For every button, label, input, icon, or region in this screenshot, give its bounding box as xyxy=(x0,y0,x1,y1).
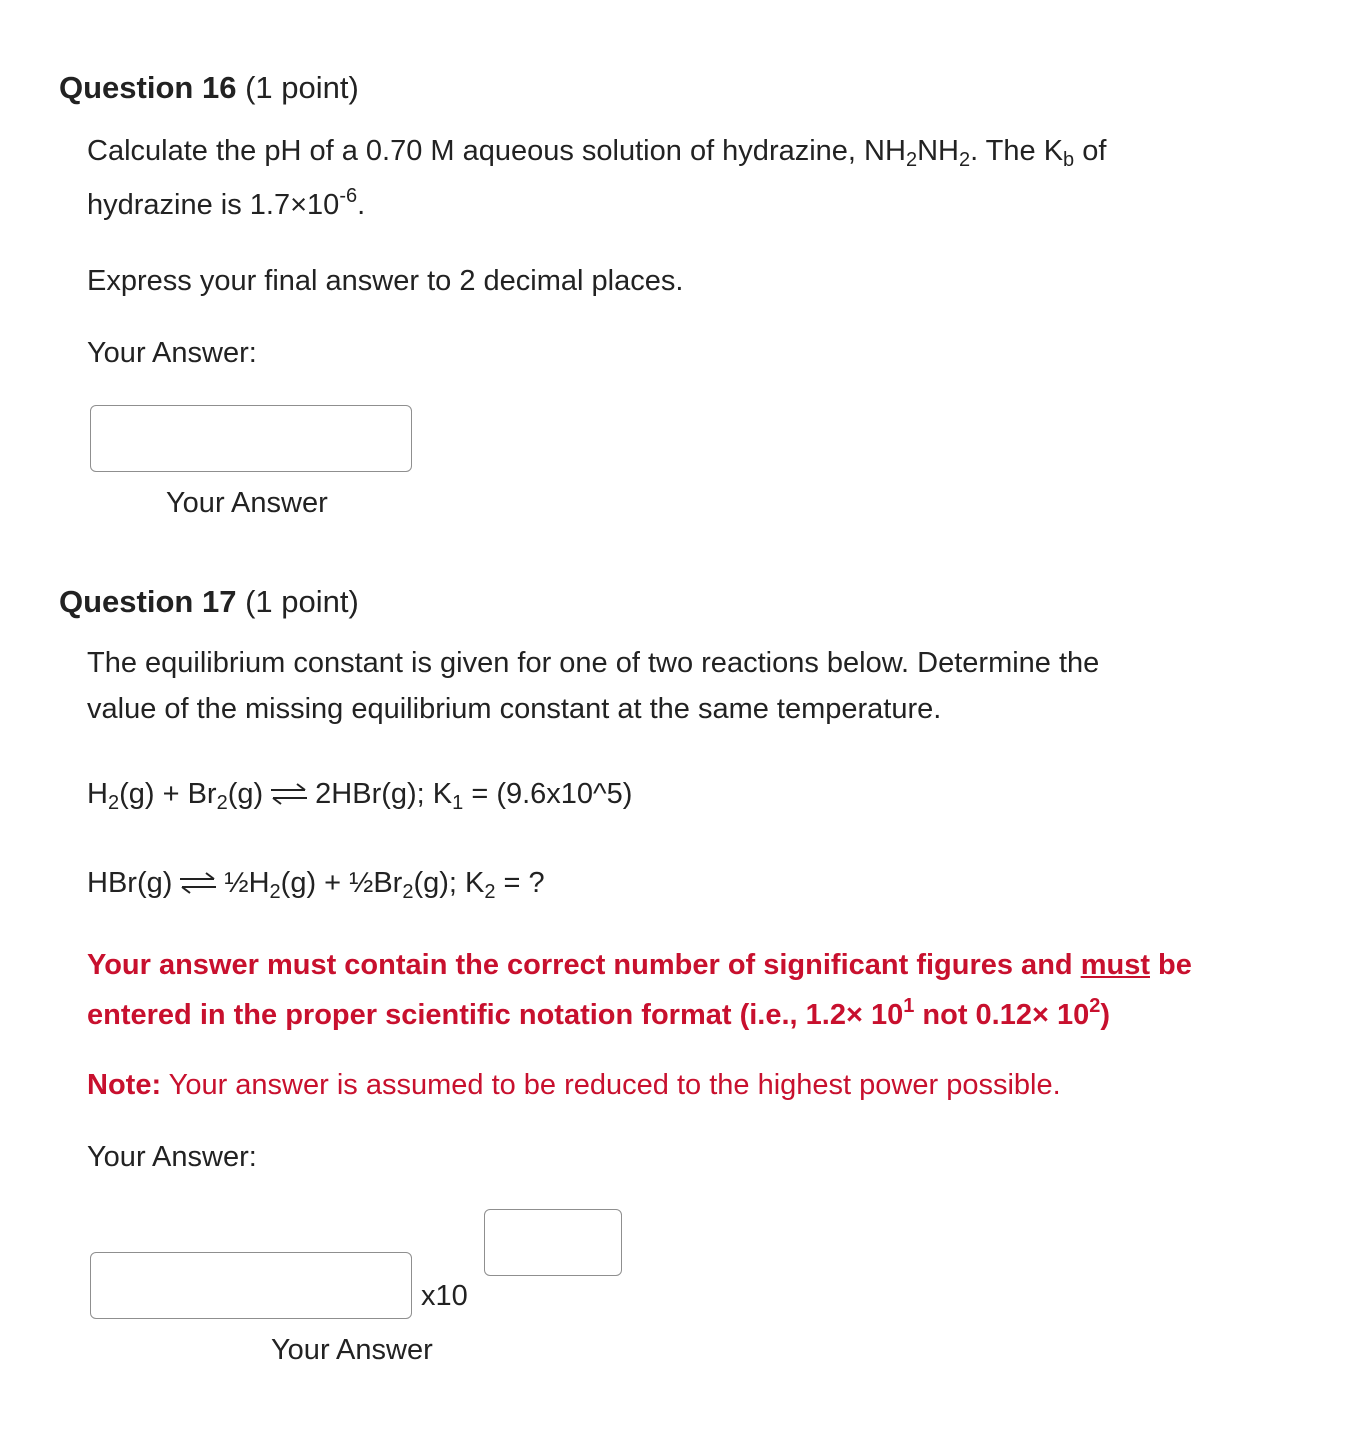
q16-points: (1 point) xyxy=(245,70,359,105)
q16-prompt xyxy=(87,124,1247,232)
q17-reaction-1: $H_2(g) + Br_2(g)$ 2HBr(g); $K_1$ = (9.6x10^5) xyxy=(87,778,633,814)
q16-title: Question 16 xyxy=(59,70,237,105)
q17-times-ten-label: x10 xyxy=(421,1280,468,1312)
equilibrium-arrow-icon xyxy=(178,872,218,894)
q17-exponent-input[interactable] xyxy=(484,1209,622,1276)
q17-heading xyxy=(59,584,359,620)
q16-prompt-line1: Calculate the pH of a 0.70 M aqueous solution of hydrazine, $NH_2NH_2$. The $K_b$ of xyxy=(87,135,1107,171)
q17-note-text: Your answer is assumed to be reduced to the highest power possible. xyxy=(161,1069,1061,1101)
q17-prompt-line2: value of the missing equilibrium constant at the same temperature. xyxy=(87,693,942,725)
q17-prompt-line1: The equilibrium constant is given for one of two reactions below. Determine the xyxy=(87,647,1100,679)
q16-answer-label: Your Answer: xyxy=(87,337,257,369)
q16-heading xyxy=(59,70,359,106)
q16-answer-caption: Your Answer xyxy=(166,487,328,519)
q16-instruction: Express your final answer to 2 decimal places. xyxy=(87,265,684,297)
q17-note xyxy=(87,1069,1061,1102)
q17-answer-caption: Your Answer xyxy=(271,1334,433,1366)
q17-sig-fig-warning xyxy=(87,940,1247,1040)
q17-warning-line1: Your answer must contain the correct number of significant figures and must be xyxy=(87,949,1192,981)
q17-mantissa-input[interactable] xyxy=(90,1252,412,1319)
q17-points: (1 point) xyxy=(245,584,359,619)
q17-warning-line2: entered in the proper scientific notation format (i.e., $1.2\times 10^1$ not $0.12\times 10^2$) xyxy=(87,995,1111,1031)
q17-answer-label: Your Answer: xyxy=(87,1141,257,1173)
q16-prompt-line2: hydrazine is $1.7\times 10^{-6}$. xyxy=(87,185,366,221)
q17-prompt xyxy=(87,640,1247,732)
q17-reaction-2: HBr(g) $\frac{1}{2}H_2(g)$ + $\frac{1}{2}Br_2(g)$; $K_2$ = ? xyxy=(87,867,545,903)
q17-title: Question 17 xyxy=(59,584,237,619)
equilibrium-arrow-icon xyxy=(269,783,309,805)
q17-note-label: Note: xyxy=(87,1069,162,1101)
q16-answer-input[interactable] xyxy=(90,405,412,472)
